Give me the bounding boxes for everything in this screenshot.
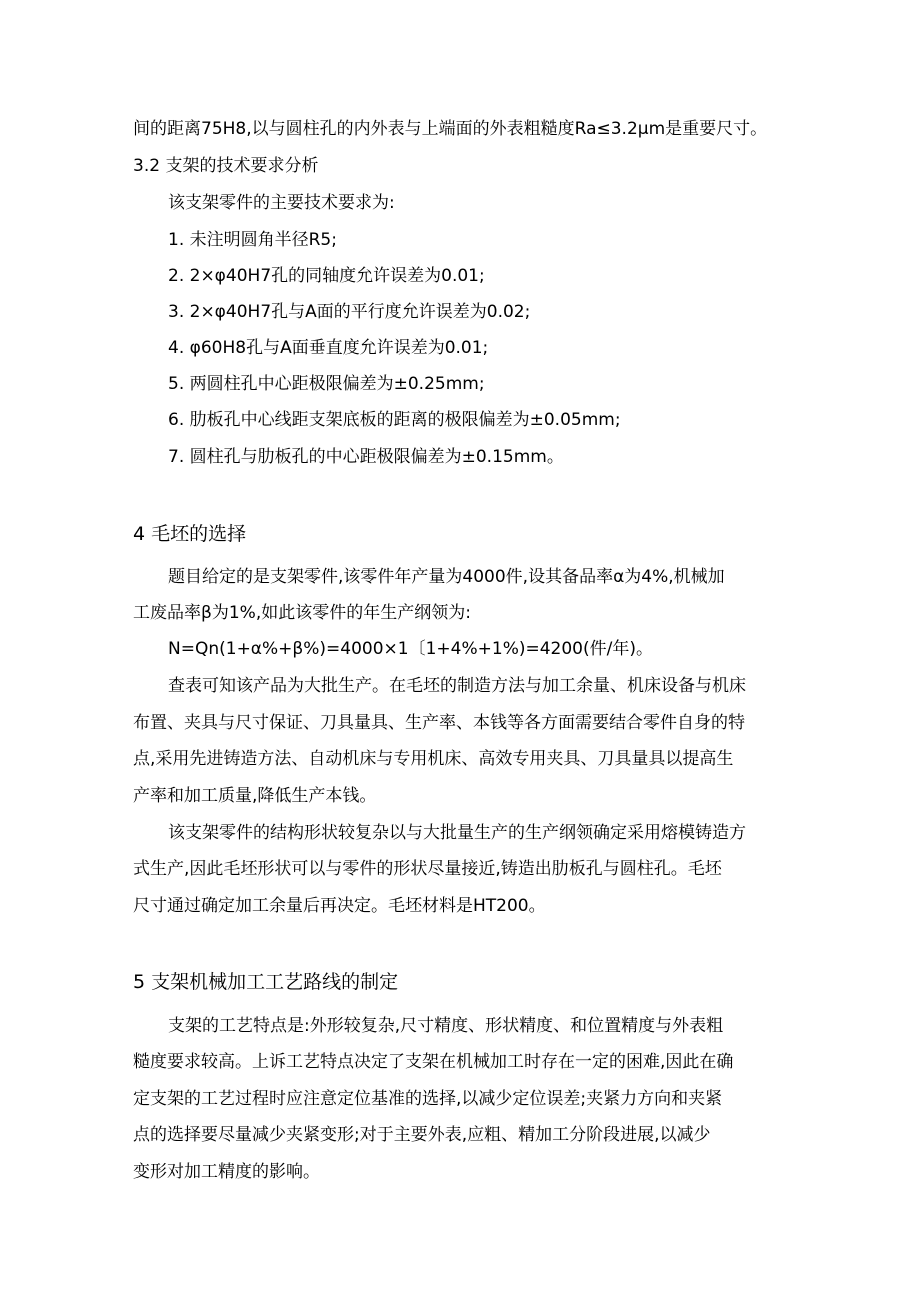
requirement-item: 7. 圆柱孔与肋板孔的中心距极限偏差为±0.15mm。 bbox=[168, 447, 564, 467]
requirement-item: 2. 2×φ40H7孔的同轴度允许误差为0.01; bbox=[168, 266, 485, 286]
paragraph-line: 糙度要求较高。上诉工艺特点决定了支架在机械加工时存在一定的困难,因此在确 bbox=[133, 1052, 734, 1072]
paragraph-line: 支架的工艺特点是:外形较复杂,尺寸精度、形状精度、和位置精度与外表粗 bbox=[168, 1016, 724, 1036]
requirement-item: 6. 肋板孔中心线距支架底板的距离的极限偏差为±0.05mm; bbox=[168, 410, 621, 430]
paragraph-line: 点的选择要尽量减少夹紧变形;对于主要外表,应粗、精加工分阶段进展,以减少 bbox=[133, 1125, 711, 1145]
paragraph-line: 产率和加工质量,降低生产本钱。 bbox=[133, 786, 377, 806]
requirement-item: 4. φ60H8孔与A面垂直度允许误差为0.01; bbox=[168, 338, 489, 358]
paragraph-line: 该支架零件的结构形状较复杂以与大批量生产的生产纲领确定采用熔模铸造方 bbox=[168, 823, 746, 843]
production-formula: N=Qn(1+α%+β%)=4000×1〔1+4%+1%)=4200(件/年)。 bbox=[168, 639, 653, 659]
requirement-item: 1. 未注明圆角半径R5; bbox=[168, 230, 337, 250]
requirement-item: 3. 2×φ40H7孔与A面的平行度允许误差为0.02; bbox=[168, 302, 531, 322]
section-4-heading: 4 毛坯的选择 bbox=[133, 523, 247, 545]
paragraph-line: 尺寸通过确定加工余量后再决定。毛坯材料是HT200。 bbox=[133, 896, 546, 916]
paragraph-line: 变形对加工精度的影响。 bbox=[133, 1162, 320, 1182]
carry-over-line: 间的距离75H8,以与圆柱孔的内外表与上端面的外表粗糙度Ra≤3.2μm是重要尺寸。 bbox=[133, 119, 768, 139]
subsection-heading: 3.2 支架的技术要求分析 bbox=[133, 156, 319, 176]
paragraph-line: 题目给定的是支架零件,该零件年产量为4000件,设其备品率α为4%,机械加 bbox=[168, 567, 725, 587]
section-5-heading: 5 支架机械加工工艺路线的制定 bbox=[133, 971, 399, 993]
paragraph-line: 查表可知该产品为大批生产。在毛坯的制造方法与加工余量、机床设备与机床 bbox=[168, 676, 746, 696]
paragraph-line: 点,采用先进铸造方法、自动机床与专用机床、高效专用夹具、刀具量具以提高生 bbox=[133, 749, 734, 769]
requirements-intro: 该支架零件的主要技术要求为: bbox=[168, 193, 395, 213]
paragraph-line: 工废品率β为1%,如此该零件的年生产纲领为: bbox=[133, 603, 471, 623]
paragraph-line: 布置、夹具与尺寸保证、刀具量具、生产率、本钱等各方面需要结合零件自身的特 bbox=[133, 713, 745, 733]
paragraph-line: 式生产,因此毛坯形状可以与零件的形状尽量接近,铸造出肋板孔与圆柱孔。毛坯 bbox=[133, 859, 722, 879]
requirement-item: 5. 两圆柱孔中心距极限偏差为±0.25mm; bbox=[168, 374, 485, 394]
paragraph-line: 定支架的工艺过程时应注意定位基准的选择,以减少定位误差;夹紧力方向和夹紧 bbox=[133, 1089, 723, 1109]
